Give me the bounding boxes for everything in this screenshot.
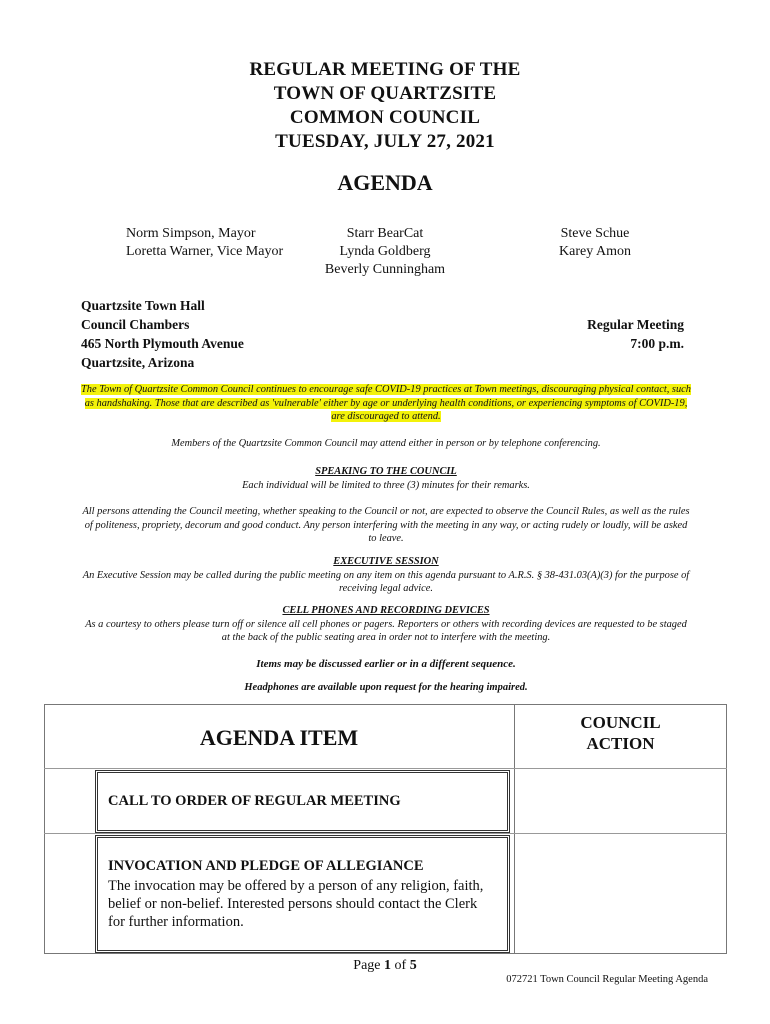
conduct-notice: All persons attending the Council meeting, whether speaking to the Council or not, are expected to observe the Council Rules, as well as the rules of politeness, propriety, decorum and good conduct. Any person interfering with the meeting in any way, or acting rudely or loudly, will be asked to leave.: [82, 506, 690, 544]
page-current: 1: [384, 958, 392, 973]
agenda-item: [95, 770, 510, 833]
member-name: Lynda Goldberg: [339, 244, 431, 259]
members-column-2: [300, 225, 470, 279]
attendance-notice: Members of the Quartzsite Common Council may attend either in person or by telephone conferencing.: [171, 438, 601, 449]
member-name: Karey Amon: [559, 244, 631, 259]
location-line: Council Chambers: [81, 317, 190, 332]
covid-notice-text: The Town of Quartzsite Common Council continues to encourage safe COVID-19 practices at Town meetings, discouraging physical contact, such as handshaking. Those that are described as 'vulnerable' either by age or underlying health conditions, or experiencing symptoms of COVID-19, are discouraged to attend.: [81, 384, 691, 422]
agenda-item-title: INVOCATION AND PLEDGE OF ALLEGIANCE: [108, 858, 424, 874]
council-action-header-line: ACTION: [586, 734, 655, 753]
council-action-header: [514, 712, 727, 754]
member-name: Norm Simpson, Mayor: [126, 226, 256, 241]
cell-phones-title: CELL PHONES AND RECORDING DEVICES: [282, 605, 490, 616]
title-line: REGULAR MEETING OF THE: [249, 59, 521, 80]
meeting-time: 7:00 p.m.: [630, 336, 684, 351]
member-name: Beverly Cunningham: [324, 262, 446, 277]
member-name: Starr BearCat: [346, 226, 424, 241]
executive-session-title: EXECUTIVE SESSION: [333, 556, 439, 567]
meeting-type-time: [587, 315, 684, 353]
location-line: 465 North Plymouth Avenue: [81, 336, 244, 351]
sequence-notice: Items may be discussed earlier or in a different sequence.: [256, 658, 516, 670]
page-total: 5: [409, 958, 417, 973]
title-line: TUESDAY, JULY 27, 2021: [275, 131, 495, 152]
member-name: Loretta Warner, Vice Mayor: [126, 244, 284, 259]
page-of: of: [391, 958, 410, 973]
meeting-title: [0, 58, 770, 154]
speaking-notice: [80, 465, 692, 492]
covid-notice: [80, 383, 692, 424]
document-footer: 072721 Town Council Regular Meeting Agenda: [506, 974, 708, 985]
meeting-location: [81, 296, 244, 372]
agenda-item-description: The invocation may be offered by a person of any religion, faith, belief or non-belief. Interested persons should contact the Clerk for further information.: [108, 878, 484, 930]
agenda-item-title: CALL TO ORDER OF REGULAR MEETING: [108, 793, 401, 809]
agenda-heading: AGENDA: [337, 170, 433, 195]
speaking-title: SPEAKING TO THE COUNCIL: [315, 466, 457, 477]
page-number: [0, 958, 770, 974]
location-line: Quartzsite Town Hall: [81, 298, 205, 313]
title-line: COMMON COUNCIL: [289, 107, 481, 128]
cell-phones-text: As a courtesy to others please turn off or silence all cell phones or pagers. Reporters or others with recording devices are requested to be staged at the back of the public seating area in order not to interfere with the meeting.: [85, 618, 687, 643]
page-prefix: Page: [353, 958, 385, 973]
title-line: TOWN OF QUARTZSITE: [273, 83, 497, 104]
headphones-notice: Headphones are available upon request for the hearing impaired.: [244, 682, 528, 693]
members-column-1: [126, 225, 283, 261]
agenda-item-header: AGENDA ITEM: [199, 725, 359, 750]
council-action-header-line: COUNCIL: [580, 713, 661, 732]
meeting-type: Regular Meeting: [587, 317, 684, 332]
agenda-item: [95, 835, 510, 953]
table-row-rule: [44, 833, 727, 834]
executive-session-text: An Executive Session may be called during the public meeting on any item on this agenda pursuant to A.R.S. § 38-431.03(A)(3) for the purpose of receiving legal advice.: [82, 569, 690, 594]
cell-phones-notice: [80, 604, 692, 645]
member-name: Steve Schue: [560, 226, 630, 241]
members-column-3: [540, 225, 650, 261]
speaking-text: Each individual will be limited to three (3) minutes for their remarks.: [242, 479, 530, 491]
location-line: Quartzsite, Arizona: [81, 355, 195, 370]
executive-session-notice: [80, 555, 692, 596]
